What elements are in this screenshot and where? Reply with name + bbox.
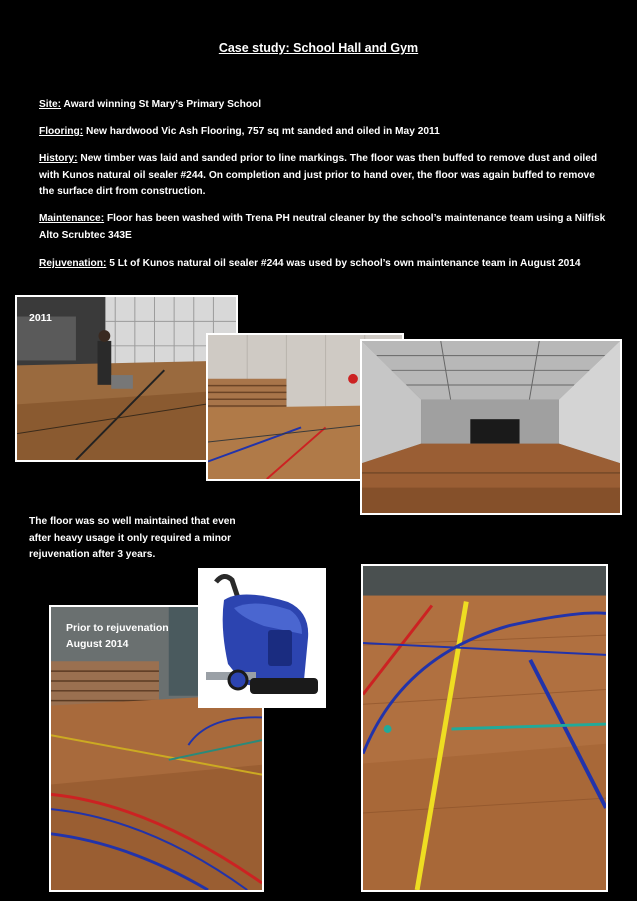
photo-2011-caption: 2011 bbox=[29, 312, 52, 324]
maintenance-label: Maintenance: bbox=[39, 213, 105, 224]
photo-gym-wide-image bbox=[362, 341, 620, 513]
maintenance-text: Floor has been washed with Trena PH neutral cleaner by the school’s maintenance team using a Nilfisk Alto Scrubtec 343E bbox=[39, 213, 606, 241]
photo-gym-wide bbox=[360, 339, 622, 515]
photo-prior-caption bbox=[66, 620, 169, 652]
photo-court-lines-image bbox=[363, 566, 606, 890]
floor-scrubber-image bbox=[198, 568, 326, 708]
photo-court-lines bbox=[361, 564, 608, 892]
site-label: Site: bbox=[39, 99, 62, 110]
history-text: New timber was laid and sanded prior to line markings. The floor was then buffed to remove dust and oiled with Kunos natural oil sealer #244. On completion and just prior to hand over, the floor was again buffed to remove the surface dirt from construction. bbox=[39, 153, 598, 197]
photo-prior-caption-line2: August 2014 bbox=[66, 638, 129, 650]
floor-scrubber-machine bbox=[198, 568, 326, 708]
rejuvenation-paragraph bbox=[39, 256, 609, 273]
site-text: Award winning St Mary’s Primary School bbox=[63, 99, 262, 110]
maintenance-paragraph bbox=[39, 211, 609, 244]
photo-prior-caption-line1: Prior to rejuvenation bbox=[66, 622, 169, 634]
flooring-label: Flooring: bbox=[39, 126, 84, 137]
flooring-paragraph bbox=[39, 124, 609, 141]
maintenance-note: The floor was so well maintained that even after heavy usage it only required a minor rejuvenation after 3 years. bbox=[29, 516, 236, 560]
flooring-text: New hardwood Vic Ash Flooring, 757 sq mt sanded and oiled in May 2011 bbox=[85, 126, 440, 137]
history-label: History: bbox=[39, 153, 78, 164]
page-title: Case study: School Hall and Gym bbox=[218, 41, 419, 55]
rejuvenation-label: Rejuvenation: bbox=[39, 258, 107, 269]
history-paragraph bbox=[39, 151, 609, 201]
site-paragraph bbox=[39, 97, 609, 114]
rejuvenation-text: 5 Lt of Kunos natural oil sealer #244 was used by school’s own maintenance team in August 2014 bbox=[109, 258, 581, 269]
